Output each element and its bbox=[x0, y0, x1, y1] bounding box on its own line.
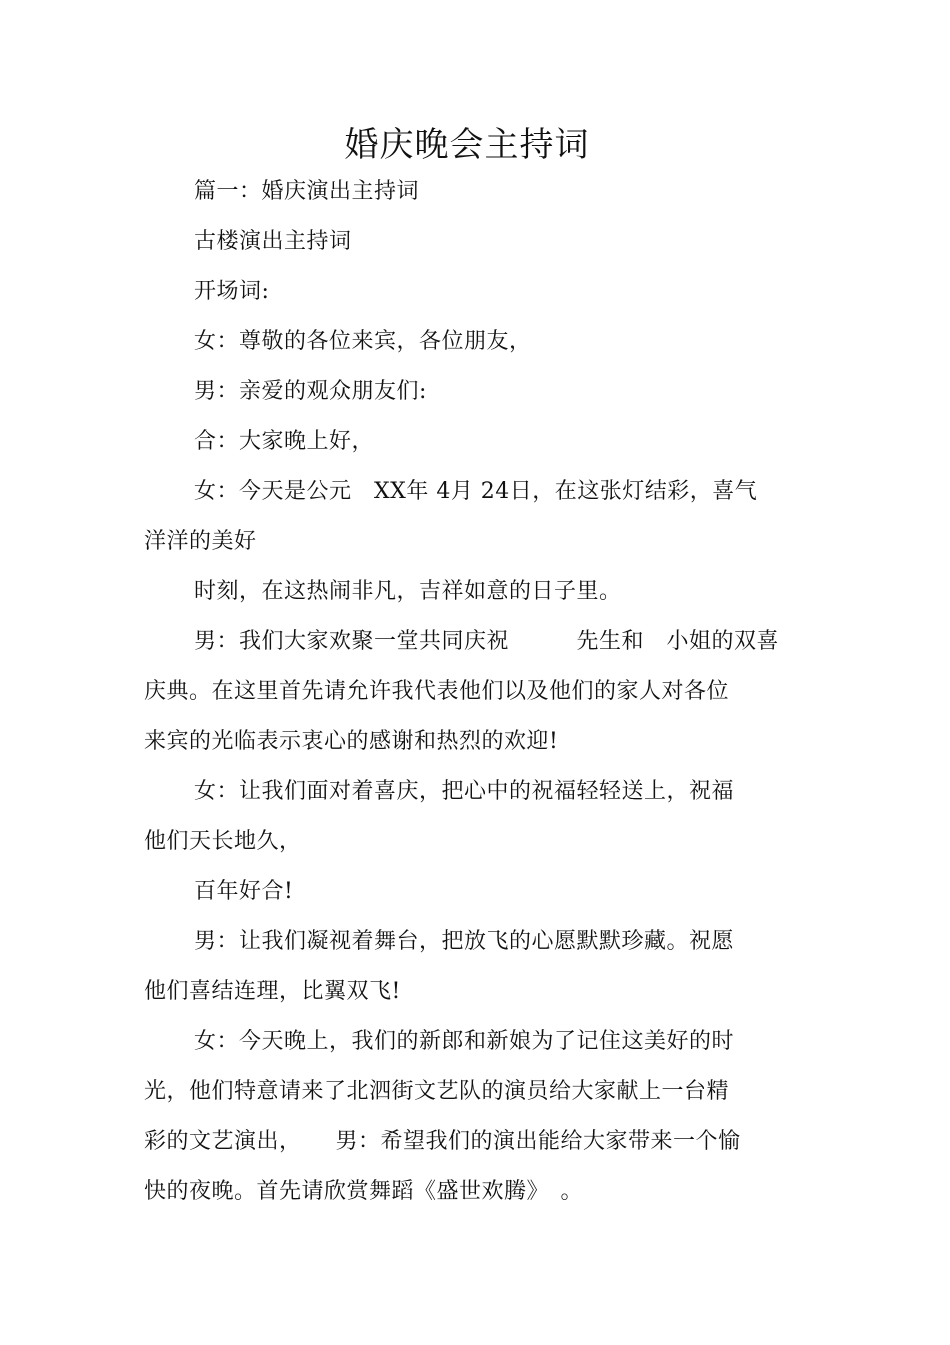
text-line: 男：亲爱的观众朋友们: bbox=[194, 379, 427, 404]
text-line: 女：让我们面对着喜庆，把心中的祝福轻轻送上，祝福 bbox=[194, 779, 735, 804]
text-line: 古楼演出主持词 bbox=[194, 229, 352, 254]
text-line: 他们天长地久， bbox=[144, 829, 302, 854]
text-line: 时刻，在这热闹非凡，吉祥如意的日子里。 bbox=[194, 579, 622, 604]
document-title: 婚庆晚会主持词 bbox=[344, 125, 590, 165]
text-line: 篇一：婚庆演出主持词 bbox=[194, 179, 420, 204]
text-line: 女：今天是公元 XX年 4月 24日，在这张灯结彩，喜气 bbox=[194, 479, 758, 504]
text-line: 合：大家晚上好， bbox=[194, 429, 375, 454]
text-line: 女：尊敬的各位来宾，各位朋友， bbox=[194, 329, 532, 354]
text-line: 男：我们大家欢聚一堂共同庆祝 先生和 小姐的双喜 bbox=[194, 629, 780, 654]
text-line: 彩的文艺演出， 男：希望我们的演出能给大家带来一个愉 bbox=[144, 1129, 741, 1154]
text-line: 快的夜晚。首先请欣赏舞蹈《盛世欢腾》 。 bbox=[144, 1179, 584, 1204]
text-line: 百年好合! bbox=[194, 879, 294, 904]
text-line: 来宾的光临表示衷心的感谢和热烈的欢迎! bbox=[144, 729, 559, 754]
text-line: 光，他们特意请来了北泗街文艺队的演员给大家献上一台精 bbox=[144, 1079, 730, 1104]
text-line: 女：今天晚上，我们的新郎和新娘为了记住这美好的时 bbox=[194, 1029, 735, 1054]
text-line: 他们喜结连理，比翼双飞! bbox=[144, 979, 401, 1004]
text-line: 洋洋的美好 bbox=[144, 529, 257, 554]
text-line: 庆典。在这里首先请允许我代表他们以及他们的家人对各位 bbox=[144, 679, 730, 704]
text-line: 男：让我们凝视着舞台，把放飞的心愿默默珍藏。祝愿 bbox=[194, 929, 735, 954]
text-line: 开场词: bbox=[194, 279, 270, 304]
